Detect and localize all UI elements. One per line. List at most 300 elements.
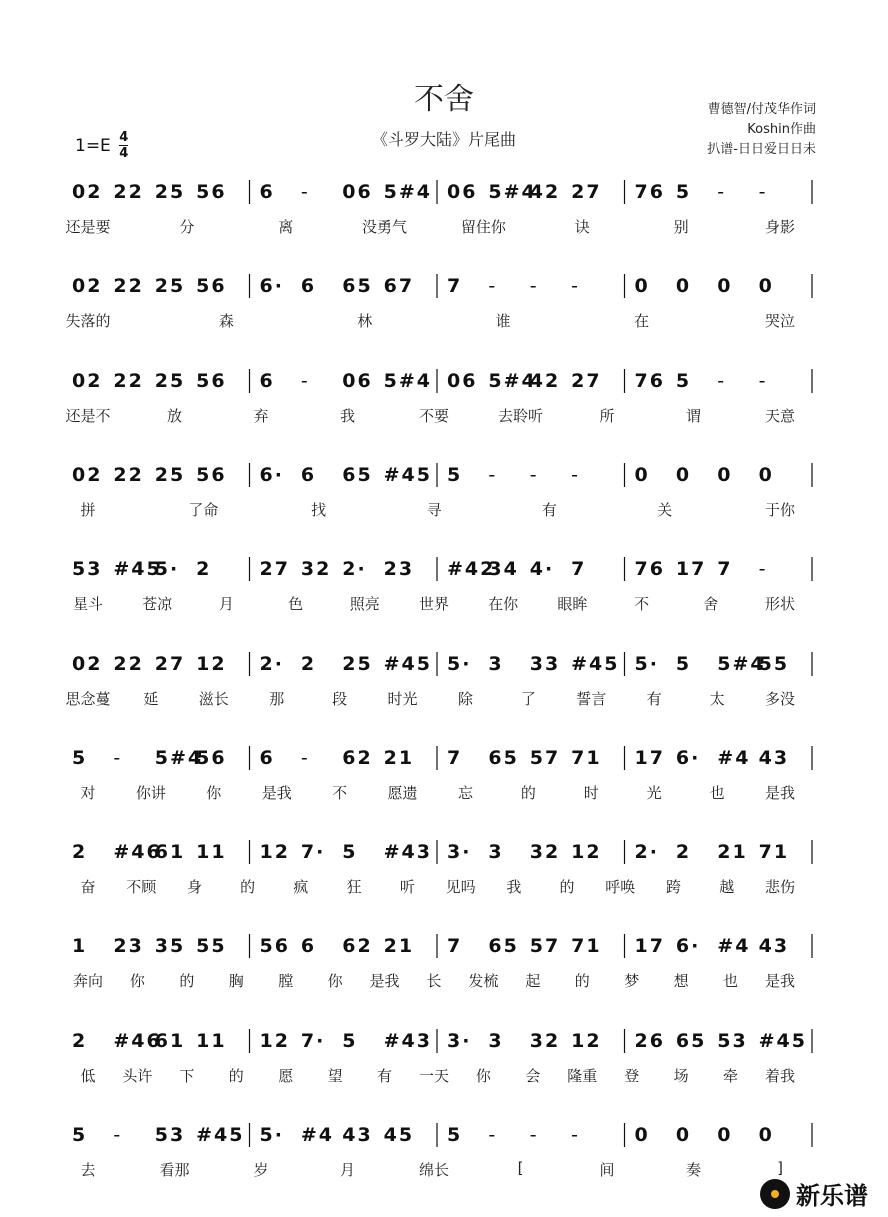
note-group: 0 (634, 1124, 650, 1146)
lyric-word: 留住你 (460, 218, 506, 236)
lyric-word: 你 (206, 783, 222, 802)
lyric-word: 还是要 (65, 218, 111, 236)
note-group: 56 (196, 181, 227, 203)
note-group: 06 (447, 369, 478, 392)
lyric-word: 思念蔓 (65, 689, 111, 708)
vinyl-disc-icon (760, 1179, 790, 1209)
lyric-word: 的 (520, 783, 536, 802)
note-group: 6· (675, 935, 701, 958)
notes-line (0, 262, 888, 308)
note-group: 2· (259, 652, 284, 675)
lyric-word: 间 (599, 1161, 615, 1179)
note-group: #45 (196, 1124, 245, 1146)
note-group: 6 (259, 181, 275, 203)
note-group: 42 (529, 369, 561, 392)
note-group: 12 (571, 841, 602, 864)
lyric-word: 找 (311, 500, 327, 519)
note-group: 5 (447, 463, 463, 486)
lyric-word: 关 (657, 500, 673, 519)
note-group: 43 (758, 746, 790, 769)
lyric-word: 的 (559, 878, 575, 897)
note-group: 6· (259, 275, 284, 298)
note-group: 5#4 (488, 369, 537, 392)
note-group: 61 (154, 841, 186, 864)
note-group: 53 (154, 1124, 186, 1146)
lyric-word: 寻 (426, 500, 442, 519)
lyric-word: 奔向 (72, 972, 104, 991)
note-group: 71 (571, 746, 602, 769)
note-group: 6 (300, 935, 317, 958)
sustain-dash: - (758, 369, 768, 392)
note-group: 06 (447, 181, 478, 203)
lyric-word: 太 (709, 689, 725, 708)
lyric-word: 没勇气 (362, 218, 408, 236)
note-group: 6 (300, 275, 317, 298)
note-group: 32 (300, 558, 332, 581)
note-group: 12 (571, 1029, 602, 1052)
note-group: 06 (342, 369, 373, 392)
note-group: 57 (529, 935, 561, 958)
note-group: 55 (758, 652, 790, 675)
lyric-word: 于你 (764, 500, 796, 519)
lyric-word: 不 (332, 783, 348, 802)
lyric-word: 胸 (228, 972, 244, 991)
lyrics-line (0, 1159, 888, 1183)
lyric-word: 色 (288, 595, 304, 614)
lyric-word: 你讲 (135, 783, 166, 802)
lyric-word: 是我 (764, 972, 796, 991)
lyric-word: 见吗 (445, 878, 476, 897)
note-group: 25 (342, 652, 373, 675)
lyric-word: 低 (80, 1066, 96, 1085)
note-group: 71 (571, 935, 602, 958)
note-group: 65 (342, 275, 373, 298)
note-group: 0 (717, 275, 733, 298)
lyrics-line (0, 499, 888, 523)
note-group: 53 (72, 558, 103, 581)
notes-line (0, 451, 888, 497)
lyric-word: 了命 (188, 500, 219, 519)
sustain-dash: - (488, 1124, 498, 1146)
sustain-dash: - (113, 746, 123, 769)
lyric-word: 奋 (80, 878, 96, 897)
note-group: 02 (72, 463, 103, 486)
note-group: 56 (196, 275, 227, 298)
lyric-word: 的 (179, 972, 195, 991)
lyric-word: 不顾 (126, 878, 157, 897)
lyric-word: 诀 (574, 218, 590, 236)
note-group: 76 (634, 369, 665, 392)
note-group: 21 (383, 746, 415, 769)
note-group: 6 (259, 369, 275, 392)
note-group: 65 (675, 1029, 707, 1052)
notes-line (0, 828, 888, 874)
lyrics-line (0, 876, 888, 900)
lyric-word: 登 (624, 1066, 640, 1085)
lyric-word: 段 (332, 689, 348, 708)
lyric-word: 你 (327, 972, 343, 991)
note-group: 76 (634, 181, 665, 203)
note-group: 25 (154, 463, 186, 486)
lyric-word: 会 (525, 1066, 541, 1085)
lyric-word: 离 (278, 218, 294, 236)
lyric-word: 眼眸 (557, 595, 588, 614)
note-group: 5 (342, 841, 358, 864)
sustain-dash: - (571, 1124, 580, 1146)
lyric-word: 滋长 (198, 689, 229, 708)
lyrics-line (0, 782, 888, 806)
note-group: 0 (758, 1124, 774, 1146)
lyric-word: 弃 (253, 406, 269, 425)
lyric-word: 月 (218, 595, 234, 614)
note-group: 5· (259, 1124, 284, 1146)
lyric-word: 那 (269, 689, 285, 708)
note-group: 6 (259, 746, 275, 769)
lyric-word: 岁 (253, 1161, 269, 1179)
note-group: 65 (488, 746, 519, 769)
note-group: 56 (196, 463, 227, 486)
note-group: #46 (113, 841, 162, 864)
note-group: 6· (259, 463, 284, 486)
lyric-word: 是我 (369, 972, 400, 991)
lyric-word: 时光 (387, 689, 418, 708)
note-group: 5· (154, 558, 180, 581)
lyric-word: 舍 (703, 595, 719, 614)
notes-line (0, 357, 888, 403)
lyric-word: 去 (80, 1161, 96, 1179)
note-group: 3 (488, 1029, 504, 1052)
note-group: 5 (675, 369, 692, 392)
note-group: 3 (488, 841, 504, 864)
score-system (0, 1111, 888, 1201)
note-group: 11 (196, 1029, 227, 1052)
sustain-dash: - (300, 181, 310, 203)
lyric-word: 忘 (457, 783, 473, 802)
note-group: #45 (113, 558, 162, 581)
lyric-word: 奏 (685, 1161, 702, 1179)
lyric-word: 下 (179, 1066, 195, 1085)
note-group: 27 (154, 652, 186, 675)
note-group: #45 (571, 652, 620, 675)
note-group: 7 (717, 558, 733, 581)
key-signature (75, 130, 128, 161)
lyric-word: 你 (129, 972, 145, 991)
note-group: 06 (342, 181, 373, 203)
lyric-word: 看那 (159, 1161, 190, 1179)
note-group: 26 (634, 1029, 665, 1052)
lyrics-line (0, 405, 888, 429)
note-group: 25 (154, 369, 186, 392)
note-group: 56 (259, 935, 290, 958)
score-system (0, 545, 888, 635)
note-group: 11 (196, 841, 227, 864)
lyric-word: 是我 (764, 783, 796, 802)
note-group: 2 (72, 841, 88, 864)
note-group: 21 (717, 841, 748, 864)
sustain-dash: - (717, 369, 727, 392)
sustain-dash: - (758, 181, 768, 203)
time-signature-bottom: 4 (119, 146, 129, 161)
note-group: 27 (571, 181, 602, 203)
note-group: 56 (196, 746, 227, 769)
time-signature (119, 130, 128, 161)
sustain-dash: - (758, 558, 768, 581)
lyric-word: 也 (723, 972, 739, 991)
lyric-word: 身 (186, 878, 202, 897)
lyric-word: 想 (673, 972, 689, 991)
lyric-word: 誓言 (576, 689, 607, 708)
note-group: 02 (72, 369, 103, 392)
sustain-dash: - (717, 181, 727, 203)
lyric-word: 你 (475, 1066, 491, 1085)
note-group: 57 (529, 746, 561, 769)
lyric-word: 时 (583, 783, 599, 802)
note-group: 27 (571, 369, 602, 392)
note-group: 42 (529, 181, 561, 203)
lyric-word: 望 (327, 1066, 343, 1085)
lyric-word: 着我 (764, 1066, 796, 1085)
lyric-word: ] (777, 1159, 783, 1177)
note-group: 1 (72, 935, 88, 958)
lyric-word: 延 (143, 689, 159, 708)
notes-line (0, 1111, 888, 1157)
lyric-word: 狂 (346, 878, 362, 897)
note-group: 2 (300, 652, 317, 675)
lyric-word: 光 (646, 783, 662, 802)
lyric-word: 了 (520, 689, 536, 708)
note-group: #45 (758, 1029, 807, 1052)
lyric-word: 有 (541, 500, 557, 519)
note-group: 43 (342, 1124, 373, 1146)
lyric-word: 头许 (122, 1066, 153, 1085)
lyric-word: 森 (218, 312, 234, 331)
note-group: 4· (529, 558, 555, 581)
note-group: #45 (383, 652, 432, 675)
note-group: 5 (72, 746, 88, 769)
lyric-word: 苍凉 (142, 595, 173, 614)
note-group: 5 (675, 181, 692, 203)
lyric-word: 梦 (624, 972, 640, 991)
lyric-word: 天意 (764, 406, 796, 425)
note-group: 5· (447, 652, 472, 675)
note-group: 32 (529, 841, 561, 864)
lyric-word: 的 (228, 1066, 244, 1085)
lyric-word: 林 (357, 312, 373, 331)
lyric-word: 哭泣 (764, 312, 796, 331)
lyric-word: 愿遗 (387, 783, 418, 802)
lyric-word: 场 (673, 1066, 689, 1085)
composer-credit: Koshin作曲 (747, 122, 816, 137)
note-group: #45 (383, 463, 432, 486)
note-group: 2· (342, 558, 367, 581)
note-group: 22 (113, 181, 144, 203)
transcriber-credit: 扒谱-日日爱日日未 (707, 142, 816, 157)
lyric-word: 去聆听 (497, 406, 544, 425)
note-group: 65 (488, 935, 519, 958)
note-group: 02 (72, 275, 103, 298)
lyric-word: 是我 (261, 783, 292, 802)
note-group: 12 (196, 652, 227, 675)
note-group: 23 (383, 558, 415, 581)
note-group: 61 (154, 1029, 186, 1052)
note-group: 25 (154, 181, 186, 203)
lyric-word: 有 (646, 689, 662, 708)
lyric-word: 世界 (418, 595, 450, 614)
note-group: 12 (259, 841, 290, 864)
note-group: 62 (342, 935, 373, 958)
notes-line (0, 168, 888, 214)
lyric-word: 膛 (278, 972, 294, 991)
lyric-word: 在 (634, 312, 650, 331)
sustain-dash: - (529, 1124, 539, 1146)
lyric-word: 发梳 (468, 972, 499, 991)
lyric-word: 谁 (495, 312, 511, 331)
sustain-dash: - (529, 463, 539, 486)
note-group: 6· (675, 746, 701, 769)
note-group: 45 (383, 1124, 415, 1146)
lyric-word: 还是不 (65, 406, 111, 425)
lyric-word: [ (517, 1159, 524, 1177)
notes-line (0, 734, 888, 780)
note-group: 32 (529, 1029, 561, 1052)
lyric-word: 疯 (293, 878, 309, 897)
lyric-word: 月 (339, 1161, 356, 1179)
score-system (0, 262, 888, 352)
lyric-word: 拼 (80, 500, 96, 519)
lyric-word: 失落的 (65, 312, 111, 331)
song-title: 不舍 (414, 82, 474, 117)
sustain-dash: - (113, 1124, 123, 1146)
note-group: 12 (259, 1029, 290, 1052)
lyric-word: 星斗 (72, 595, 104, 614)
note-group: 53 (717, 1029, 748, 1052)
note-group: 21 (383, 935, 415, 958)
lyric-word: 除 (457, 689, 473, 708)
note-group: 0 (675, 275, 692, 298)
note-group: 56 (196, 369, 227, 392)
note-group: 34 (488, 558, 519, 581)
score-system (0, 640, 888, 730)
score-system (0, 1017, 888, 1107)
lyrics-line (0, 216, 888, 240)
note-group: 7· (300, 1029, 326, 1052)
notes-line (0, 1017, 888, 1063)
sustain-dash: - (300, 746, 310, 769)
note-group: 7 (571, 558, 587, 581)
lyric-word: 悲伤 (764, 878, 796, 897)
note-group: 17 (634, 746, 665, 769)
sustain-dash: - (571, 275, 580, 298)
credits (707, 100, 816, 160)
note-group: 55 (196, 935, 227, 958)
note-group: 2· (634, 841, 659, 864)
note-group: 5#4 (383, 369, 432, 392)
lyric-word: 有 (377, 1066, 393, 1085)
note-group: 2 (72, 1029, 88, 1052)
lyric-word: 分 (179, 218, 195, 236)
notes-line (0, 922, 888, 968)
note-group: 7 (447, 275, 463, 298)
sustain-dash: - (488, 463, 498, 486)
note-group: 35 (154, 935, 186, 958)
note-group: 65 (342, 463, 373, 486)
lyrics-line (0, 970, 888, 994)
score-system (0, 451, 888, 541)
note-group: 27 (259, 558, 290, 581)
lyric-word: 越 (719, 878, 735, 897)
key-label: 1=E (75, 135, 111, 156)
lyric-word: 跨 (666, 878, 682, 897)
note-group: 0 (634, 463, 650, 486)
note-group: 33 (529, 652, 561, 675)
note-group: 17 (634, 935, 665, 958)
note-group: 43 (758, 935, 790, 958)
sustain-dash: - (488, 275, 498, 298)
lyric-word: 在你 (488, 595, 519, 614)
logo-text: 新乐谱 (796, 1182, 868, 1210)
note-group: 0 (634, 275, 650, 298)
notes-line (0, 640, 888, 686)
note-group: 0 (758, 275, 774, 298)
note-group: 5 (342, 1029, 358, 1052)
note-group: 3 (488, 652, 504, 675)
score-system (0, 922, 888, 1012)
sustain-dash: - (571, 463, 580, 486)
note-group: 7 (447, 746, 463, 769)
note-group: 71 (758, 841, 790, 864)
note-group: 5#4 (488, 181, 537, 203)
note-group: 5#4 (383, 181, 432, 203)
lyrics-line (0, 688, 888, 712)
note-group: 22 (113, 463, 144, 486)
note-group: 0 (675, 1124, 692, 1146)
lyric-word: 形状 (764, 595, 796, 614)
notes-line (0, 545, 888, 591)
note-group: 25 (154, 275, 186, 298)
lyrics-line (0, 1065, 888, 1089)
lyrics-line (0, 593, 888, 617)
note-group: 22 (113, 275, 144, 298)
lyric-word: 身影 (764, 218, 796, 236)
lyrics-line (0, 310, 888, 334)
lyric-word: 也 (709, 783, 725, 802)
lyric-word: 别 (673, 218, 689, 236)
lyric-word: 放 (166, 406, 183, 425)
note-group: #43 (383, 1029, 432, 1052)
note-group: #4 (300, 1124, 335, 1146)
note-group: #4 (717, 935, 751, 958)
note-group: 76 (634, 558, 665, 581)
lyric-word: 我 (506, 878, 522, 897)
note-group: 6 (300, 463, 317, 486)
site-logo (760, 1176, 868, 1211)
lyric-word: 起 (525, 972, 541, 991)
lyric-word: 隆重 (567, 1066, 598, 1085)
note-group: 0 (675, 463, 692, 486)
lyric-word: 牵 (723, 1066, 739, 1085)
note-group: 5#4 (717, 652, 766, 675)
note-group: 17 (675, 558, 707, 581)
note-group: 02 (72, 652, 103, 675)
note-group: 5· (634, 652, 659, 675)
time-signature-top: 4 (119, 130, 129, 145)
lyric-word: 不要 (418, 406, 450, 425)
lyric-word: 的 (240, 878, 256, 897)
note-group: 7 (447, 935, 463, 958)
lyric-word: 我 (339, 406, 356, 425)
song-subtitle: 《斗罗大陆》片尾曲 (371, 130, 516, 149)
note-group: #46 (113, 1029, 162, 1052)
